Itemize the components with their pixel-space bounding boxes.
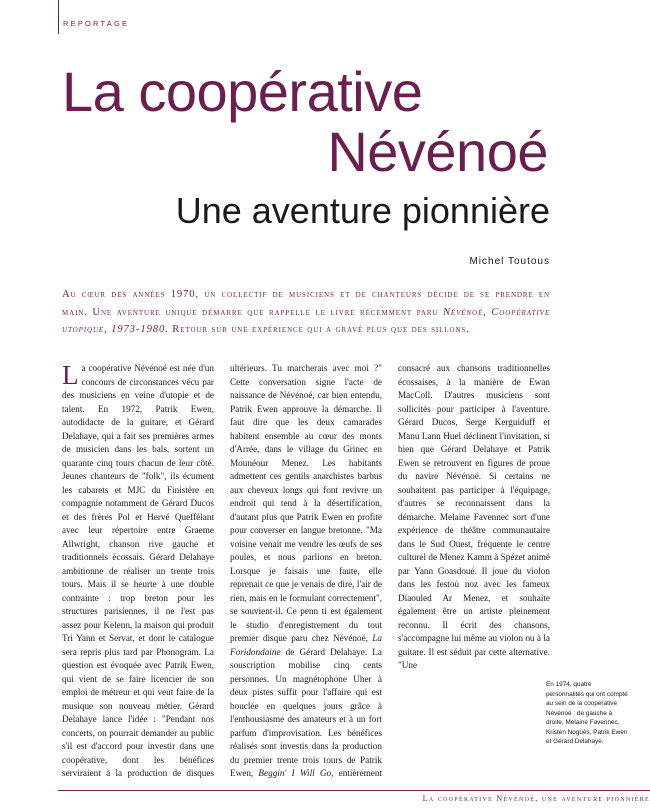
title-line-2: Névénoé <box>327 120 548 183</box>
title-line-1: La coopérative <box>62 60 423 123</box>
body-paragraph <box>62 362 550 782</box>
lead-part-2: . Retour sur une expérience qui a gravé plus que des sillons. <box>165 324 470 335</box>
section-label: REPORTAGE <box>63 19 130 28</box>
drop-cap: L <box>62 360 79 390</box>
body-text-3: , entièrement consacré aux chansons traditionnelles écossaises, à la manière de Ewan MacColl. D'autres musiciens sont sollicités pour participer à l'aventure. Gérard Ducos, Serge Kerguiduff et Manu Lann Huel déclinent l'invitation, si bien que Gérard Delahaye et Patrik Ewen se retrouvent en figures de proue du navire Névénoé. Si certains ne souhaitent pas participer à l'équipage, d'autres se reconnaissent dans la démarche. Melaine Favennec sort d'une expérience de théâtre communautaire dans le Sud Ouest, fréquente le centre culturel de Menez Kamm à Spézet animé par Yann Goasdoué. Il joue du violon dans les festoù noz avec les fameux Diaouled Ar Menez, et souhaite également être un artiste pleinement reconnu. Il écrit des chansons, s'accompagne lui même au violon ou à la guitare. Il est séduit par cette alternative. "Une <box>331 363 550 778</box>
lead-paragraph <box>62 286 550 339</box>
header-rule <box>58 0 59 34</box>
author-byline: Michel Toutous <box>469 256 550 267</box>
article-body <box>62 362 550 782</box>
lead-book-title: Névénoé, Coopérative utopique, 1973-1980 <box>62 306 550 335</box>
body-text-1: a coopérative Névénoé est née d'un concours de circonstances vécu par des musiciens en veine d'utopie et de talent. En 1972, Patrik Ewen, autodidacte de la guitare, et Gérard Delahaye, qui a fait ses premières armes de musicien dans les bals, sortent un quarante cinq tours chacun de leur côté. Jeunes chanteurs de "folk", ils écument les cabarets et MJC du Finistère en compagnie notamment de Gérard Ducos et des frères Pol et Hervé Queffélant avec leur répertoire entre Graeme Allwright, chanson rive gauche et traditionnels écossais. Gérard Delahaye ambitionne de réaliser un trente trois tours. Mais il se heurte à une double contrainte : trop breton pour les structures parisiennes, il ne l'est pas assez pour Kelenn, la maison qui produit Tri Yann et Servat, et dont le catalogue sera repris plus tard par Phonogram. La question est évoquée avec Patrik Ewen, qui vient de se faire licencier de son emploi de métreur et qui veut faire de la musique son nouveau métier. Gérard Delahaye lance l'idée : "Pendant nos concerts, on pourrait demander au public s'il est d'accord pour investir dans une coopérative, dont les bénéfices serviraient à la production de disques ultérieurs. Tu marcherais avec moi ?" Cette conversation signe l'acte de naissance de Névénoé, car bien entendu, Patrik Ewen approuve la démarche. Il faut dire que les deux camarades habitent ensemble au cœur des monts d'Arrée, dans le village du Grinec en Mounéour Menez. Les habitants admettent ces gentils anarchistes barbus aux cheveux longs qui font revivre un endroit qui tend à la désertification, d'autant plus que Patrik Ewen en profite pour converser en langue bretonne. "Ma voisine venait me vendre les œufs de ses poules, et nous parlions en breton. Lorsque je faisais une faute, elle reprenait ce que je venais de dire, l'air de rien, mais en le formulant correctement", se souvient-il. Ce penn ti est également le studio d'enregistrement du tout premier disque paru chez Névénoé, <box>62 363 382 778</box>
album-title-1: La Foridondaine <box>230 633 382 657</box>
footer-rule <box>58 790 650 791</box>
photo-caption: En 1974, quatre personnalités qui ont compté au sein de la coopérative Névénoé : de gauche à droite, Melaine Favennec, Kristen Noguès, Patrik Ewen et Gérard Delahaye. <box>546 681 628 745</box>
running-footer: La coopérative Névénoé, une aventure pionnière <box>422 794 650 803</box>
lead-part-1: Au cœur des années 1970, un collectif de musiciens et de chanteurs décide de se prendre en main. Une aventure unique démarre que rappelle le livre récemment paru <box>62 289 550 318</box>
album-title-2: Beggin' I Will Go <box>258 768 332 778</box>
body-text-2: de Gérard Delahaye. La souscription mobilise cinq cents personnes. Un magnétophone Uher à deux pistes suffit pour l'affaire qui est bouclée en quelques jours grâce à l'enthousiasme des amateurs et à un fort parfum d'improvisation. Les bénéfices réalisés sont investis dans la production du premier trente trois tours de Patrik Ewen, <box>230 646 382 778</box>
subtitle: Une aventure pionnière <box>175 190 550 231</box>
